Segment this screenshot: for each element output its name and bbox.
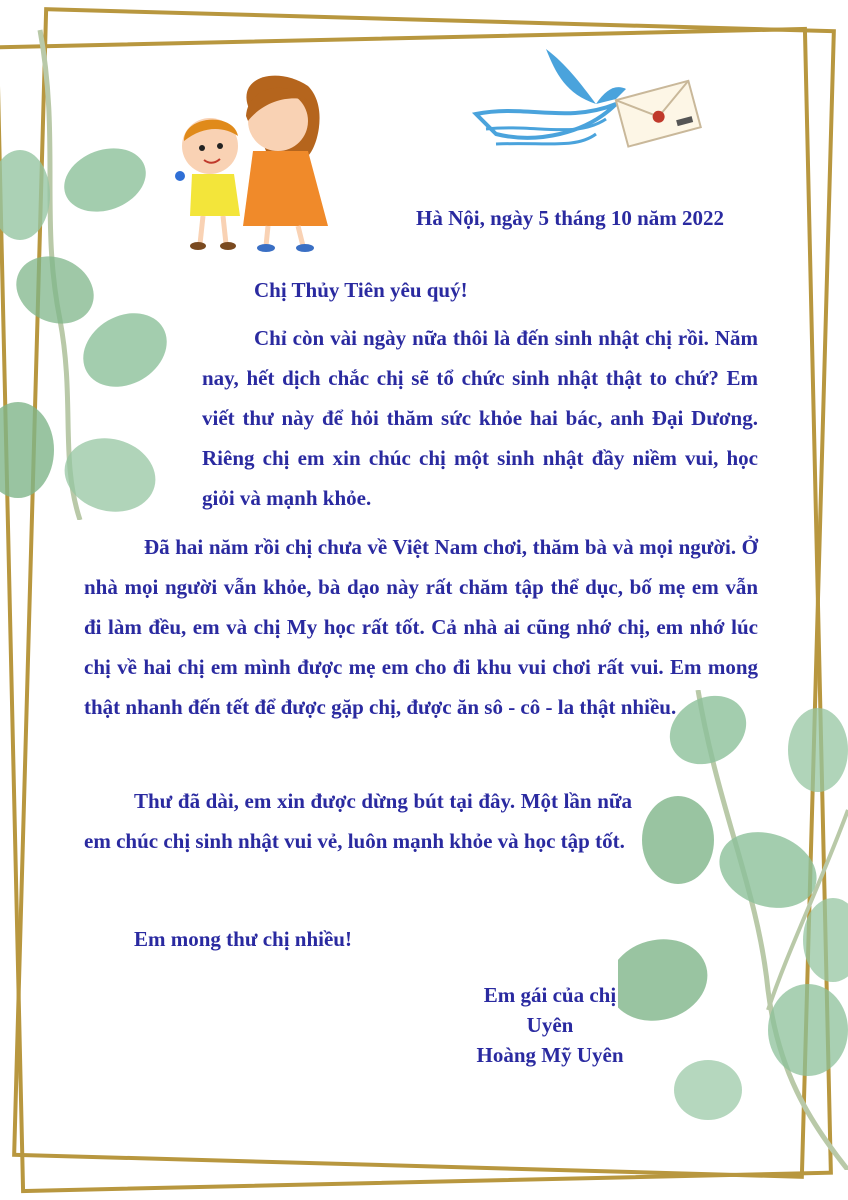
eucalyptus-leaves-icon — [618, 690, 848, 1170]
paragraph-1: Chỉ còn vài ngày nữa thôi là đến sinh nhật chị rồi. Năm nay, hết dịch chắc chị sẽ tổ chức sinh nhật thật to chứ? Em viết thư này để hỏi thăm sức khỏe hai bác, anh Đại Dương. Riêng chị em xin chúc chị một sinh nhật đầy niềm vui, học giỏi và mạnh khỏe. — [202, 326, 758, 510]
paragraph-3: Thư đã dài, em xin được dừng bút tại đây. Một lần nữa em chúc chị sinh nhật vui vẻ, luôn mạnh khỏe và học tập tốt. — [84, 789, 632, 853]
closing-line: Em mong thư chị nhiều! — [134, 927, 352, 951]
paragraph-2: Đã hai năm rồi chị chưa về Việt Nam chơi, thăm bà và mọi người. Ở nhà mọi người vẫn khỏe, bà dạo này rất chăm tập thể dục, bố mẹ em vẫn đi làm đều, em và chị My học rất tốt. Cả nhà ai cũng nhớ chị, em nhớ lúc chị về hai chị em mình được mẹ em cho đi khu vui chơi rất vui. Em mong thật nhanh đến tết để được gặp chị, được ăn sô - cô - la thật nhiều. — [84, 535, 758, 719]
greeting: Chị Thủy Tiên yêu quý! — [254, 278, 468, 302]
signature-block — [430, 980, 670, 1070]
signature-line-1: Em gái của chị — [483, 983, 617, 1007]
hugging-girls-icon — [168, 66, 338, 256]
signature-line-3: Hoàng Mỹ Uyên — [476, 1043, 624, 1067]
bird-with-letter-icon — [466, 44, 706, 154]
date-line: Hà Nội, ngày 5 tháng 10 năm 2022 — [416, 206, 725, 230]
signature-line-2: Uyên — [526, 1013, 574, 1037]
eucalyptus-leaves-icon — [0, 20, 190, 520]
